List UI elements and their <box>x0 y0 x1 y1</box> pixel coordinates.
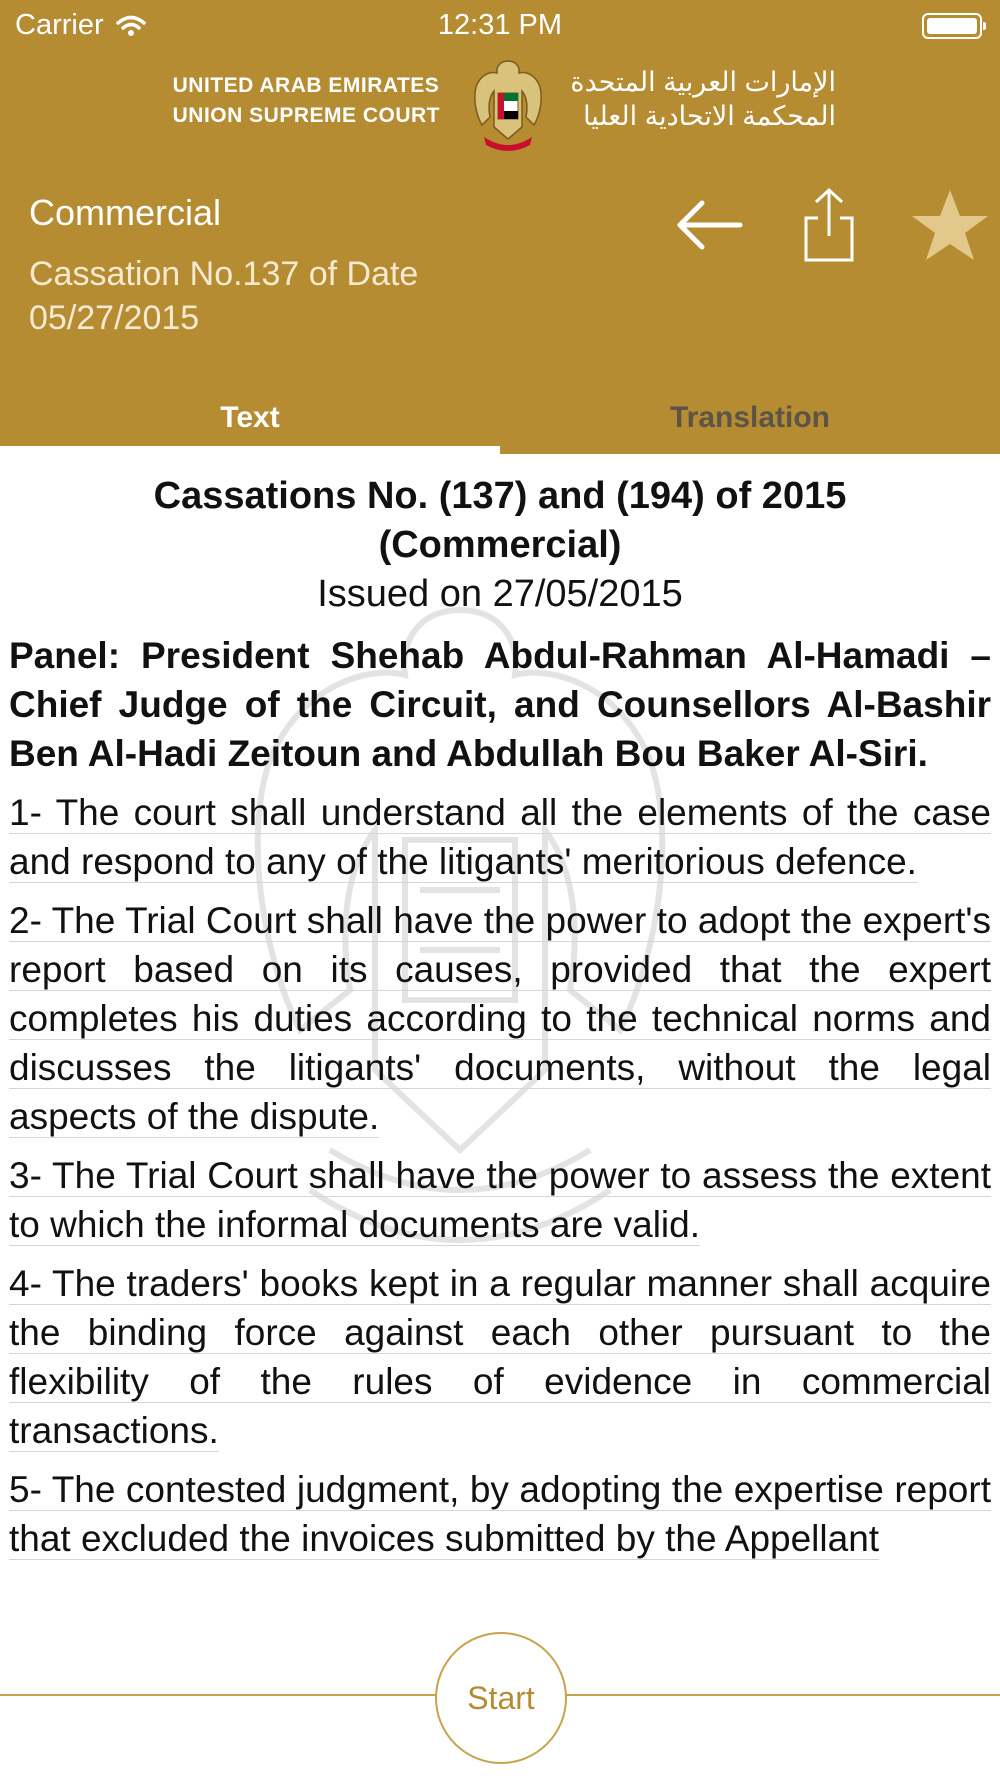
principle-paragraph <box>9 1465 991 1563</box>
carrier-label: Carrier <box>15 9 104 41</box>
logo-english-text <box>173 71 440 131</box>
issued-date: Issued on 27/05/2015 <box>317 573 683 615</box>
tab-translation[interactable]: Translation <box>669 401 831 434</box>
principle-text: 1- The court shall understand all the elements of the case and respond to any of the litigants' meritorious defence. <box>9 792 991 882</box>
logo-ar-line2: المحكمة الاتحادية العليا <box>583 101 836 131</box>
panel-paragraph: Panel: President Shehab Abdul-Rahman Al-Hamadi – Chief Judge of the Circuit, and Counsellors Al-Bashir Ben Al-Hadi Zeitoun and Abdullah Bou Baker Al-Siri. <box>9 635 991 774</box>
category-title: Commercial <box>29 192 222 233</box>
share-button[interactable] <box>796 186 862 266</box>
principle-text: 3- The Trial Court shall have the power to assess the extent to which the informal documents are valid. <box>9 1155 991 1245</box>
document-title-line1: Cassations No. (137) and (194) of 2015 <box>153 475 847 517</box>
logo-arabic-text <box>566 65 836 133</box>
falcon-emblem-icon <box>470 57 546 153</box>
principle-paragraph <box>9 1151 991 1249</box>
start-button[interactable]: Start <box>435 1632 567 1764</box>
document-title <box>9 472 991 570</box>
principle-text: 5- The contested judgment, by adopting the expertise report that excluded the invoices submitted by the Appellant <box>9 1469 991 1559</box>
tab-bar <box>0 382 1000 454</box>
status-time: 12:31 PM <box>437 9 563 41</box>
logo-ar-line1: الإمارات العربية المتحدة <box>570 67 836 97</box>
principle-paragraph <box>9 1259 991 1455</box>
back-button[interactable] <box>672 190 748 260</box>
battery-icon <box>922 13 982 39</box>
document-scroll-view[interactable] <box>0 460 1000 1670</box>
principle-text: 2- The Trial Court shall have the power to adopt the expert's report based on its causes, provided that the expert completes his duties according to the technical norms and discusses the litigants' documents, without the legal aspects of the dispute. <box>9 900 991 1137</box>
court-logo <box>0 55 1000 155</box>
share-icon <box>796 186 862 266</box>
back-arrow-icon <box>672 190 748 260</box>
judgment-document <box>0 472 1000 1563</box>
app-header <box>0 0 1000 454</box>
tab-text[interactable]: Text <box>220 401 280 434</box>
logo-en-line2: UNION SUPREME COURT <box>172 104 440 127</box>
document-title-line2: (Commercial) <box>378 524 622 566</box>
case-subtitle: Cassation No.137 of Date 05/27/2015 <box>29 255 419 337</box>
principle-paragraph <box>9 788 991 886</box>
favorite-button[interactable] <box>910 186 990 266</box>
status-bar <box>0 0 1000 50</box>
star-icon <box>910 186 990 266</box>
principle-paragraph <box>9 896 991 1141</box>
active-tab-indicator <box>0 446 500 454</box>
logo-en-line1: UNITED ARAB EMIRATES <box>172 74 440 97</box>
principle-text: 4- The traders' books kept in a regular manner shall acquire the binding force against each other pursuant to the flexibility of the rules of evidence in commercial transactions. <box>9 1263 991 1451</box>
